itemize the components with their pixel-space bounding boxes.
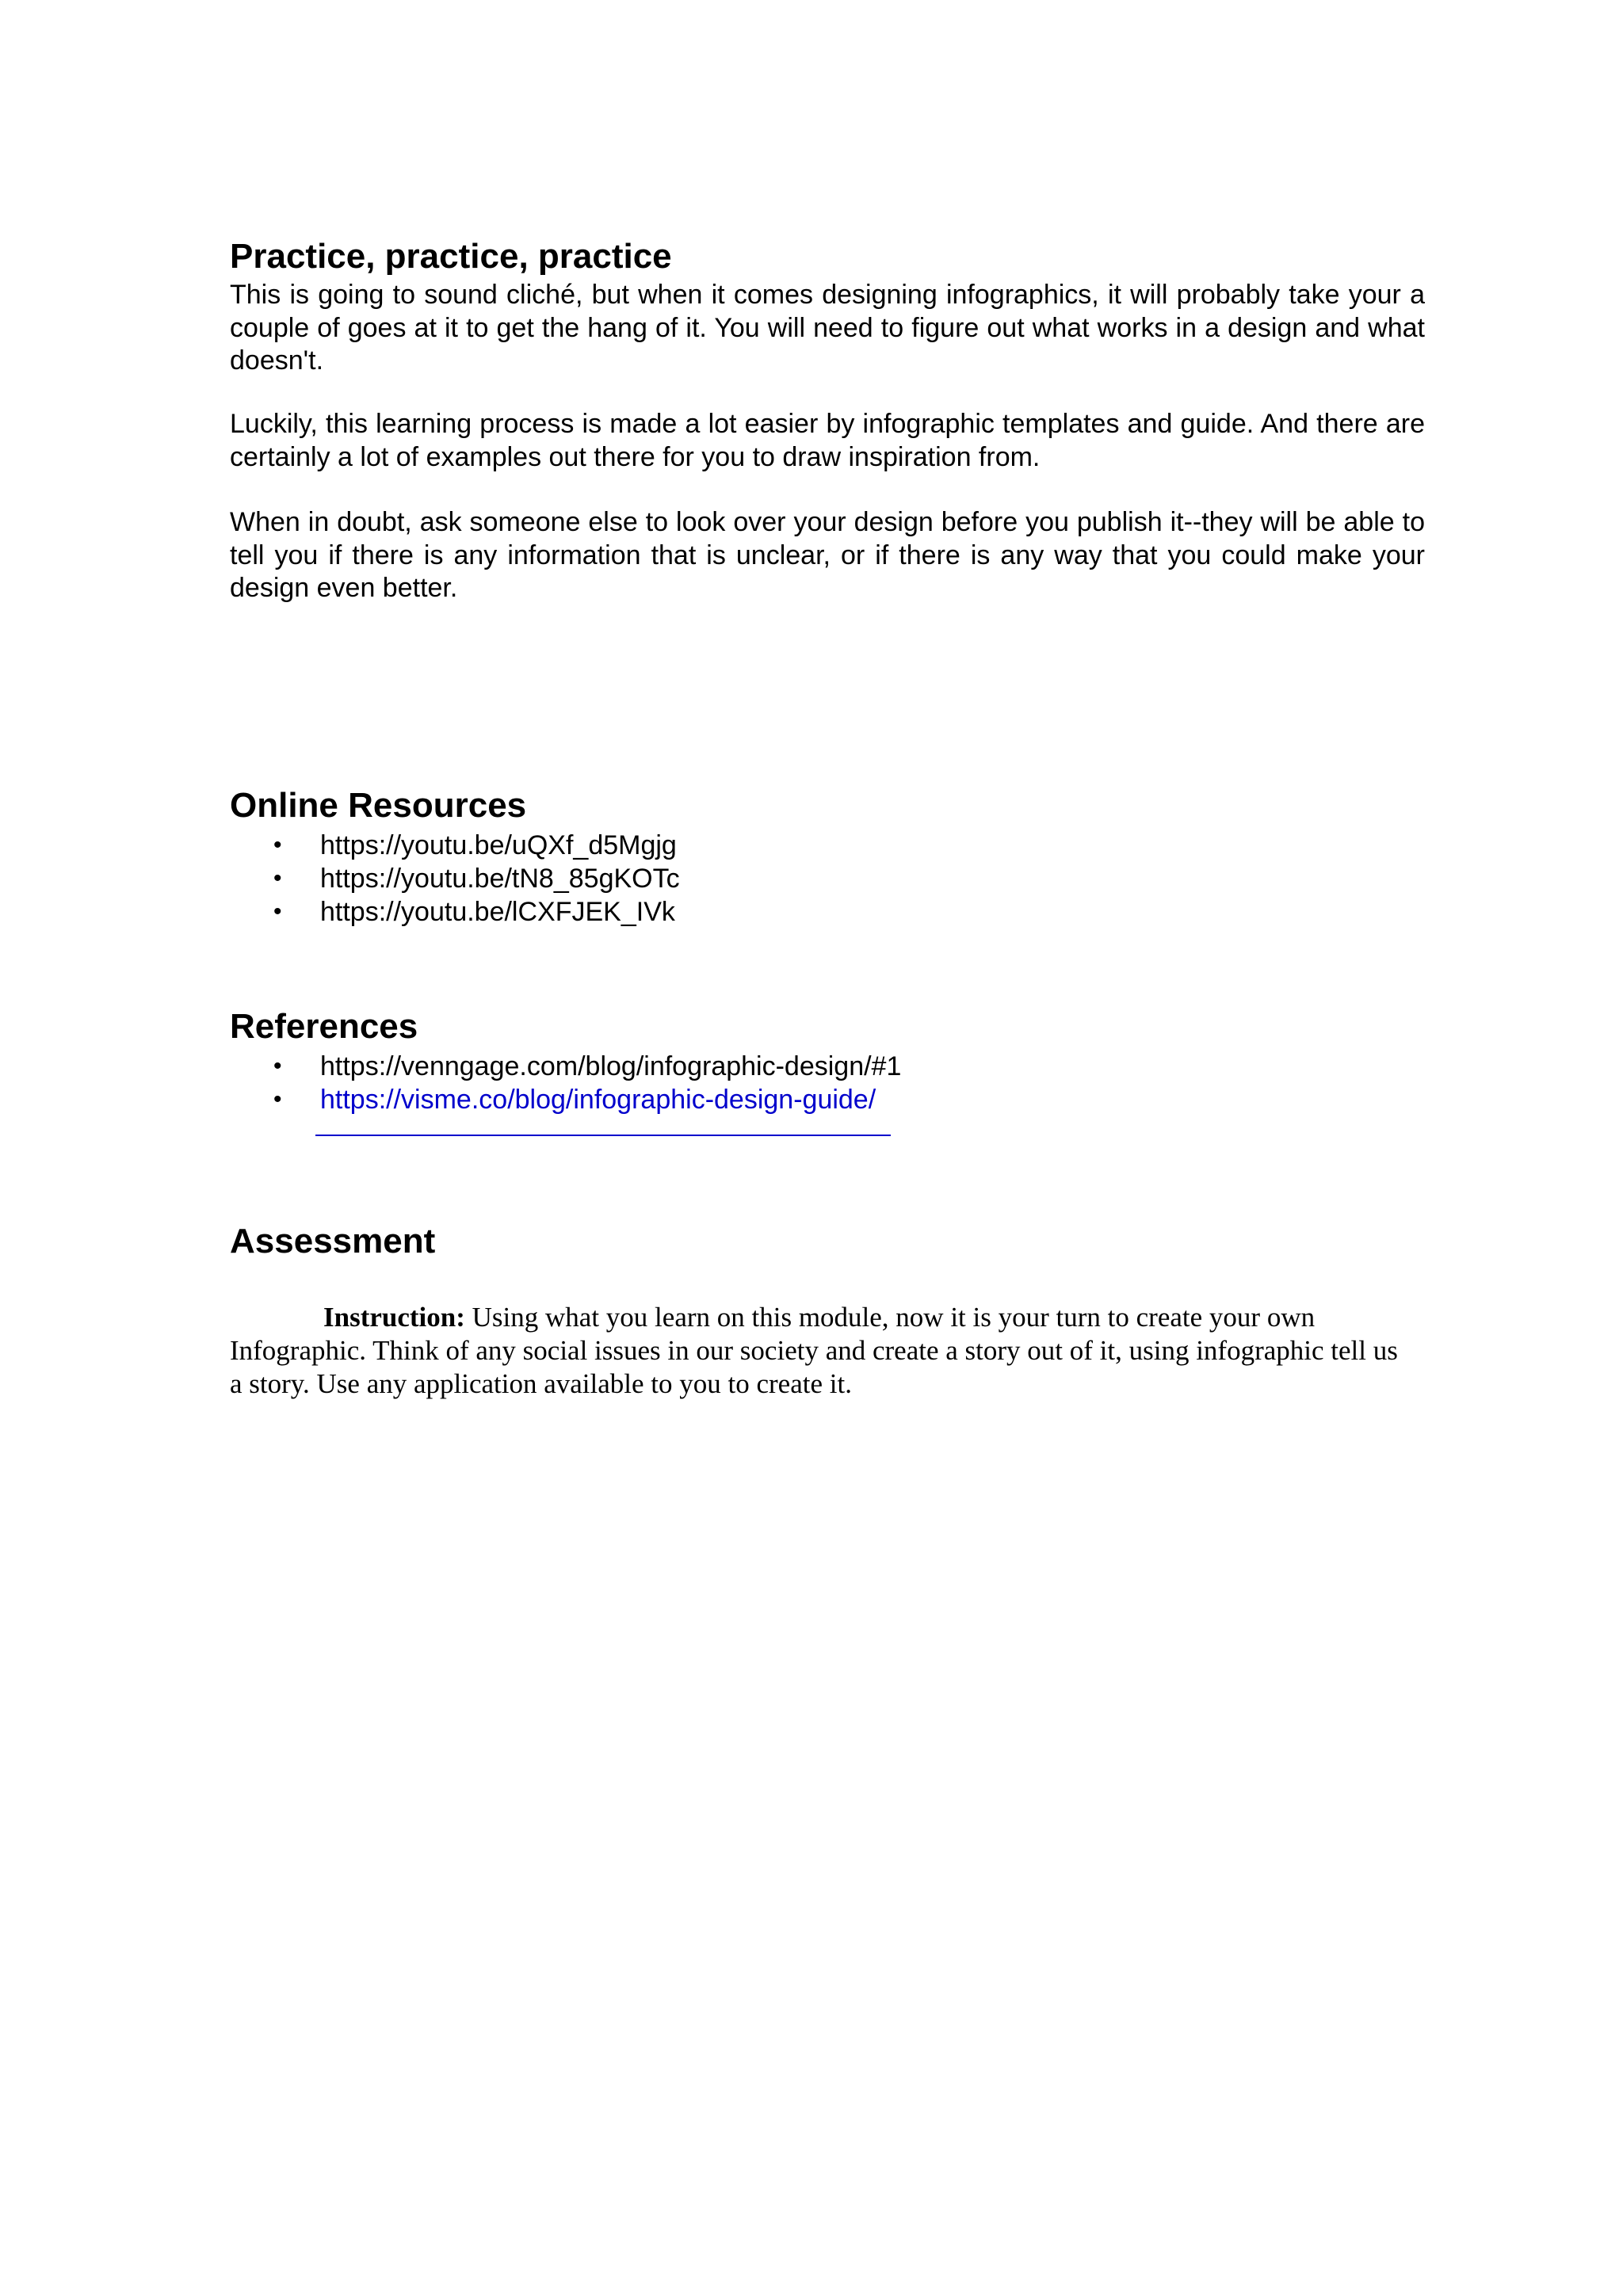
online-resources-heading: Online Resources [230,786,527,825]
list-item [230,1050,901,1083]
list-item [230,895,680,929]
resource-link-text: https://youtu.be/uQXf_d5Mgjg [320,830,677,860]
references-heading: References [230,1007,418,1046]
instruction-label: Instruction: [323,1302,465,1333]
online-resources-list [230,829,680,929]
practice-paragraph-2: Luckily, this learning process is made a lot easier by infographic templates and guide. And there are certainly a lot of examples out there for you to draw inspiration from. [230,409,1425,472]
assessment-instruction [230,1301,1403,1401]
bullet-icon: • [273,865,282,891]
link-underline [315,1135,891,1136]
practice-heading: Practice, practice, practice [230,237,672,276]
resource-link-text: https://youtu.be/lCXFJEK_IVk [320,897,675,927]
bullet-icon: • [273,1053,282,1079]
reference-hyperlink[interactable]: https://visme.co/blog/infographic-design-guide/ [320,1085,876,1115]
list-item[interactable] [230,1083,901,1116]
list-item [230,829,680,862]
resource-link-text: https://youtu.be/tN8_85gKOTc [320,864,680,894]
practice-paragraph-3: When in doubt, ask someone else to look over your design before you publish it--they will be able to tell you if there is any information that is unclear, or if there is any way that you could make your design even better. [230,507,1425,603]
bullet-icon: • [273,1086,282,1112]
bullet-icon: • [273,898,282,925]
references-list [230,1050,901,1116]
assessment-heading: Assessment [230,1222,436,1261]
practice-paragraph-1: This is going to sound cliché, but when it comes designing infographics, it will probably take your a couple of goes at it to get the hang of it. You will need to figure out what works in a design and what doesn't. [230,280,1425,376]
bullet-icon: • [273,832,282,858]
instruction-text: Using what you learn on this module, now it is your turn to create your own Infographic. Think of any social issues in our society and create a story out of it, using infographic tell us a story. Use any application available to you to create it. [230,1302,1398,1399]
reference-text: https://venngage.com/blog/infographic-design/#1 [320,1051,902,1081]
list-item [230,862,680,895]
